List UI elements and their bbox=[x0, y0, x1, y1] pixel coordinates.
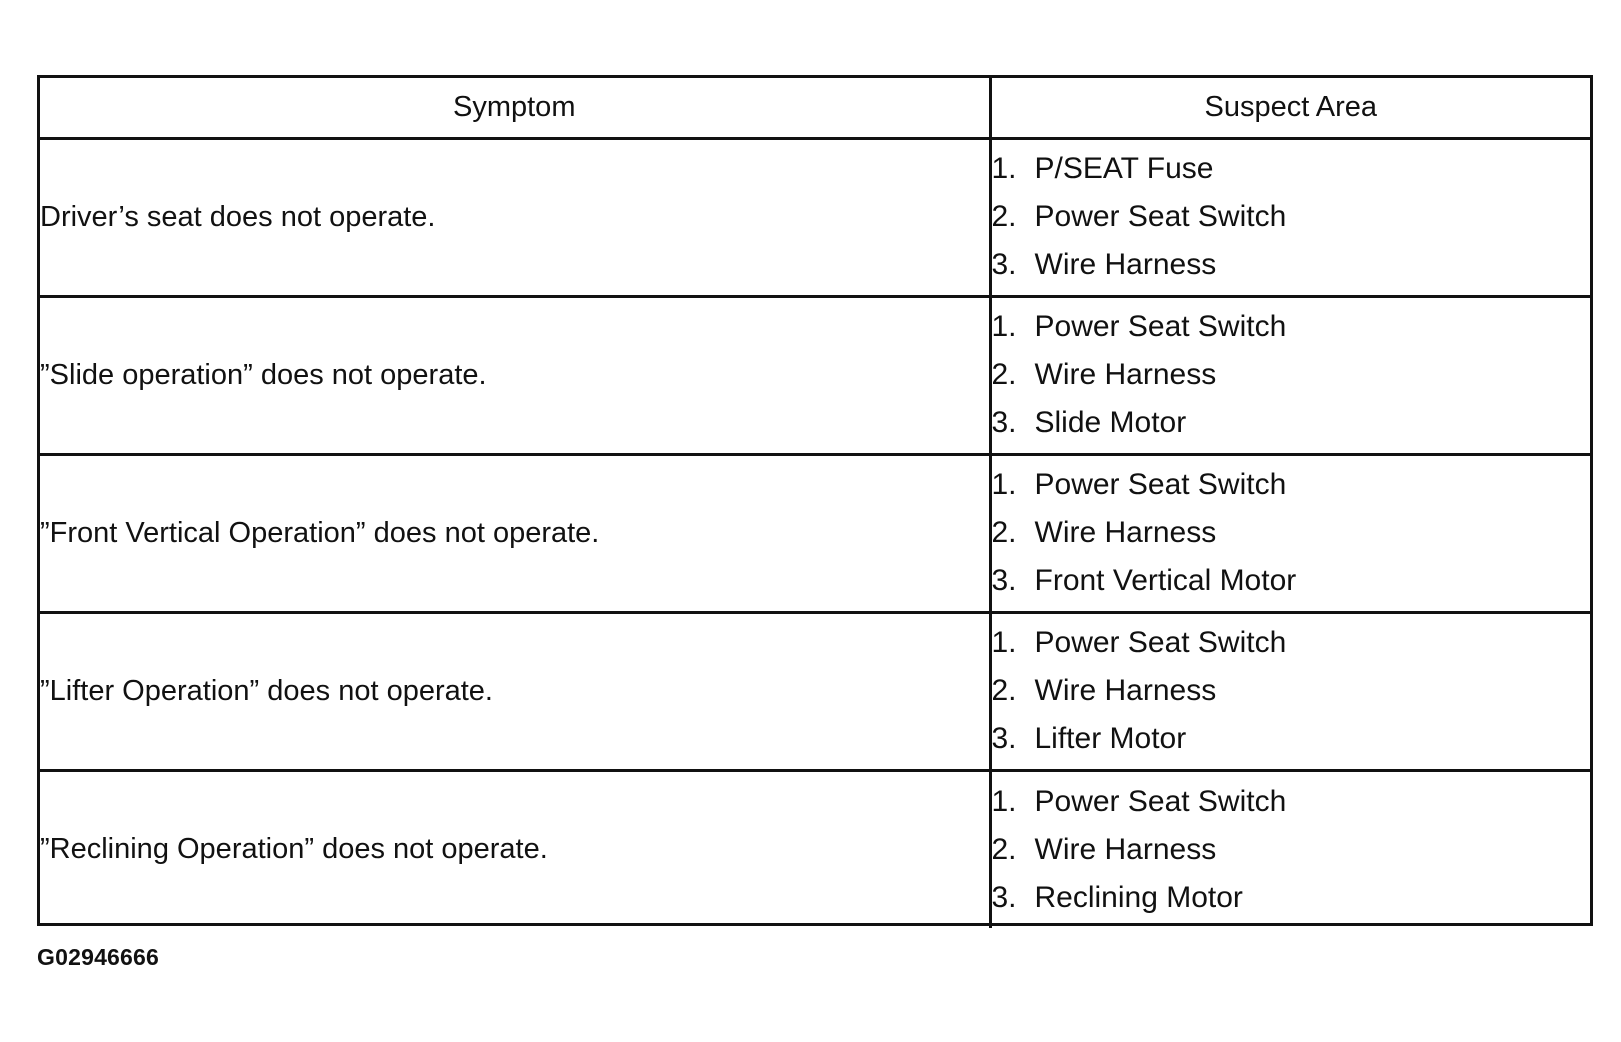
suspect-item-text: Power Seat Switch bbox=[1034, 626, 1287, 659]
suspect-item-number: 1. bbox=[991, 784, 1017, 818]
symptom-cell: ”Reclining Operation” does not operate. bbox=[40, 770, 990, 928]
suspect-item bbox=[992, 778, 1591, 826]
suspect-item bbox=[992, 193, 1591, 241]
table-row bbox=[40, 138, 1590, 296]
suspect-list bbox=[992, 461, 1591, 605]
suspect-area-cell bbox=[990, 138, 1590, 296]
suspect-item-number: 3. bbox=[991, 722, 1017, 755]
suspect-item-text: Power Seat Switch bbox=[1034, 200, 1287, 233]
table-row bbox=[40, 296, 1590, 454]
suspect-item bbox=[992, 399, 1591, 447]
suspect-item-number: 1. bbox=[991, 626, 1017, 659]
suspect-item-number: 2. bbox=[991, 200, 1017, 233]
suspect-item-number: 3. bbox=[991, 880, 1017, 914]
suspect-item bbox=[992, 145, 1591, 193]
symptom-column-header: Symptom bbox=[40, 78, 990, 138]
symptom-cell: ”Front Vertical Operation” does not operate. bbox=[40, 454, 990, 612]
suspect-list bbox=[992, 619, 1591, 763]
suspect-item-text: Slide Motor bbox=[1034, 406, 1187, 439]
suspect-item bbox=[992, 619, 1591, 667]
suspect-item bbox=[992, 351, 1591, 399]
table-row bbox=[40, 454, 1590, 612]
suspect-area-cell bbox=[990, 296, 1590, 454]
symptom-table-frame bbox=[37, 75, 1593, 926]
suspect-item-number: 3. bbox=[991, 248, 1017, 281]
symptom-cell: ”Lifter Operation” does not operate. bbox=[40, 612, 990, 770]
suspect-item-text: Wire Harness bbox=[1034, 674, 1217, 707]
suspect-area-cell bbox=[990, 612, 1590, 770]
suspect-item-text: Wire Harness bbox=[1034, 516, 1217, 549]
suspect-list bbox=[992, 778, 1591, 922]
suspect-item-number: 2. bbox=[991, 358, 1017, 391]
suspect-item-text: Reclining Motor bbox=[1034, 880, 1243, 914]
figure-id-label: G02946666 bbox=[37, 944, 160, 970]
suspect-area-cell bbox=[990, 454, 1590, 612]
suspect-item-text: P/SEAT Fuse bbox=[1034, 152, 1214, 185]
suspect-item-number: 1. bbox=[991, 310, 1017, 343]
suspect-item-text: Power Seat Switch bbox=[1034, 310, 1287, 343]
suspect-item-number: 2. bbox=[991, 516, 1017, 549]
suspect-area-cell bbox=[990, 770, 1590, 928]
table-row bbox=[40, 612, 1590, 770]
suspect-item bbox=[992, 715, 1591, 763]
suspect-item bbox=[992, 826, 1591, 874]
suspect-list bbox=[992, 145, 1591, 289]
suspect-item-text: Wire Harness bbox=[1034, 358, 1217, 391]
suspect-item-number: 3. bbox=[991, 406, 1017, 439]
suspect-item-text: Power Seat Switch bbox=[1034, 468, 1287, 501]
suspect-item-text: Lifter Motor bbox=[1034, 722, 1187, 755]
suspect-item bbox=[992, 509, 1591, 557]
suspect-item bbox=[992, 667, 1591, 715]
table-header-row bbox=[40, 78, 1590, 138]
table-row bbox=[40, 770, 1590, 928]
suspect-list bbox=[992, 303, 1591, 447]
suspect-item-number: 2. bbox=[991, 674, 1017, 707]
suspect-item bbox=[992, 557, 1591, 605]
suspect-item-number: 1. bbox=[991, 152, 1017, 185]
suspect-item bbox=[992, 241, 1591, 289]
suspect-item-number: 3. bbox=[991, 564, 1017, 597]
symptom-cell: Driver’s seat does not operate. bbox=[40, 138, 990, 296]
suspect-item-number: 1. bbox=[991, 468, 1017, 501]
symptom-table bbox=[40, 78, 1590, 928]
suspect-item-number: 2. bbox=[991, 832, 1017, 866]
symptom-cell: ”Slide operation” does not operate. bbox=[40, 296, 990, 454]
suspect-item-text: Front Vertical Motor bbox=[1034, 564, 1297, 597]
suspect-area-column-header: Suspect Area bbox=[990, 78, 1590, 138]
suspect-item-text: Wire Harness bbox=[1034, 248, 1217, 281]
suspect-item-text: Wire Harness bbox=[1034, 832, 1217, 866]
suspect-item bbox=[992, 303, 1591, 351]
suspect-item bbox=[992, 874, 1591, 922]
suspect-item-text: Power Seat Switch bbox=[1034, 784, 1287, 818]
suspect-item bbox=[992, 461, 1591, 509]
